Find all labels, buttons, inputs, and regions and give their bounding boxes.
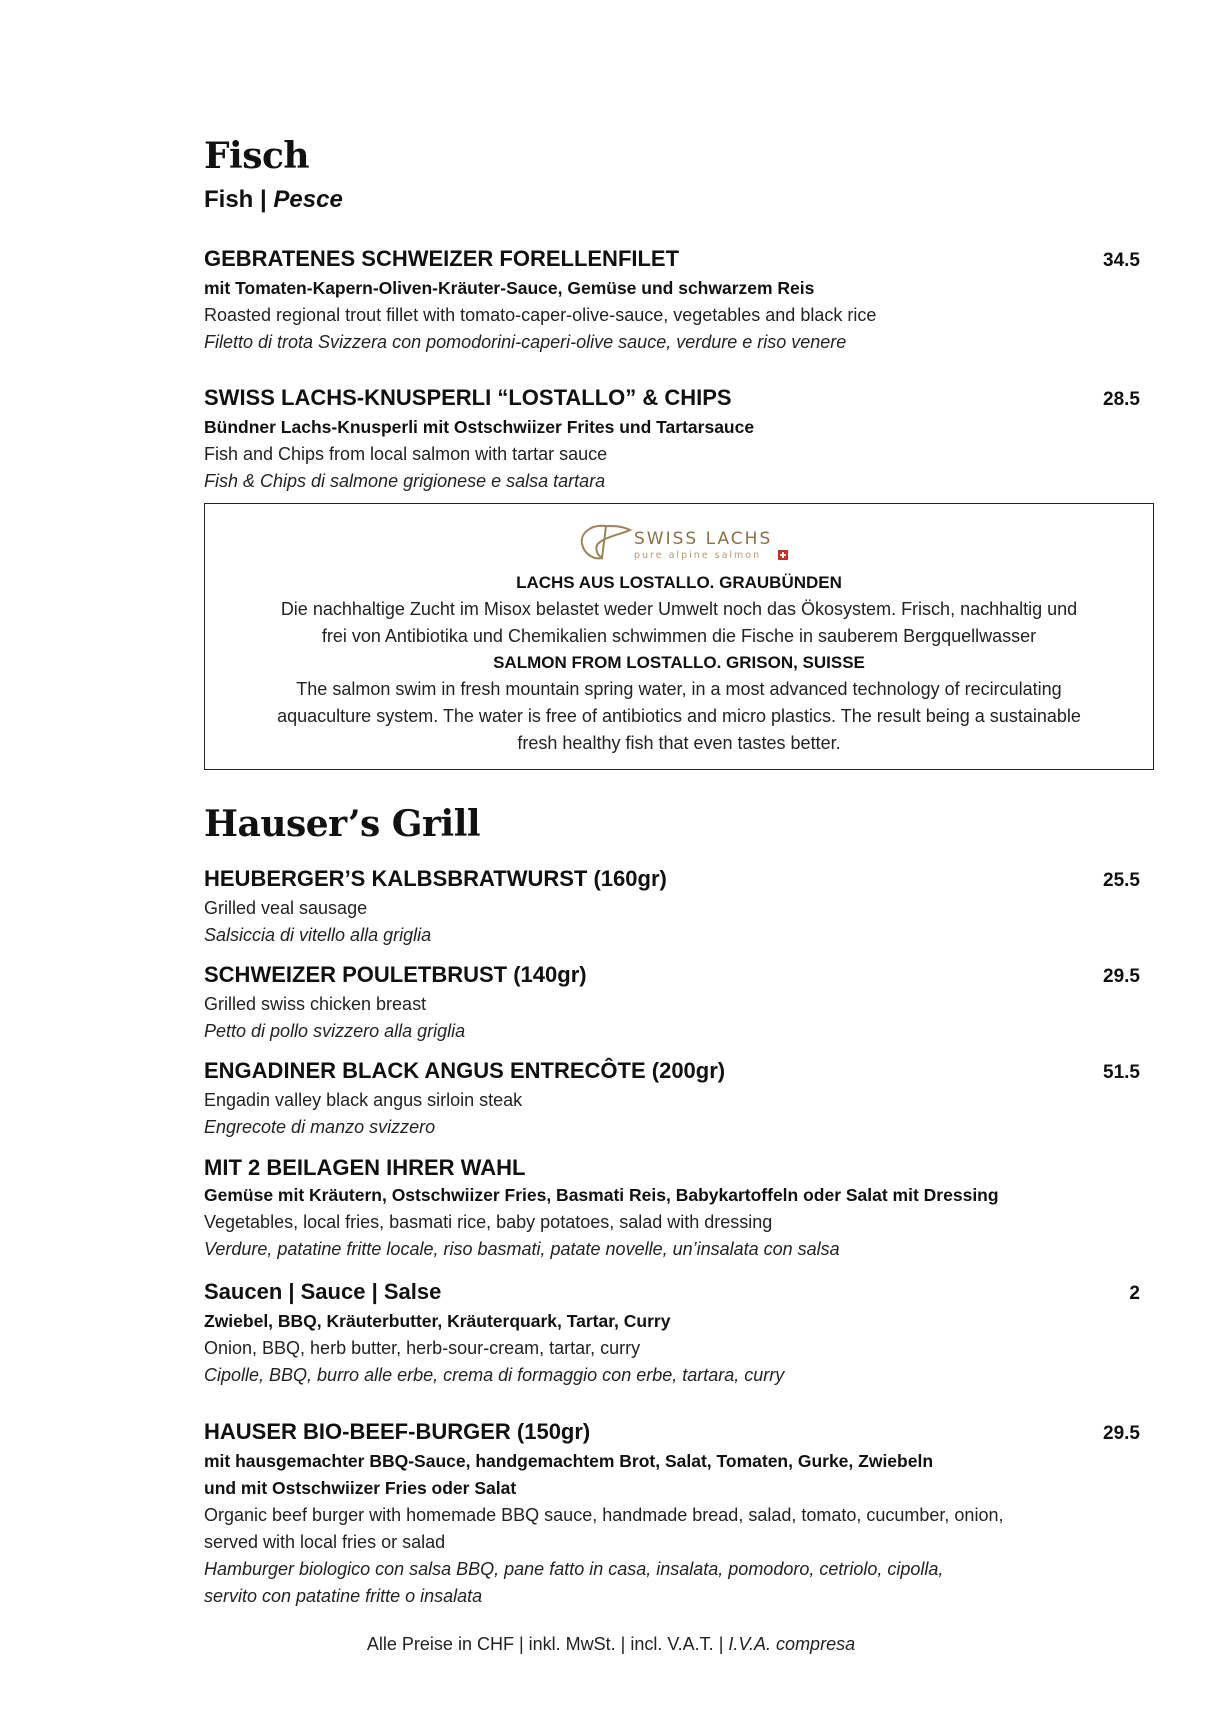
item-name: SWISS LACHS-KNUSPERLI “LOSTALLO” & CHIPS: [204, 385, 732, 410]
item-desc-en: Fish and Chips from local salmon with tartar sauce: [204, 444, 608, 464]
item-price: 29.5: [1103, 1423, 1140, 1444]
item-name: ENGADINER BLACK ANGUS ENTRECÔTE (200gr): [204, 1058, 726, 1083]
item-name: HAUSER BIO-BEEF-BURGER (150gr): [204, 1419, 591, 1444]
info-heading-de: LACHS AUS LOSTALLO. GRAUBÜNDEN: [516, 573, 842, 592]
subtitle-en: Fish: [204, 186, 254, 213]
item-desc-de: Zwiebel, BBQ, Kräuterbutter, Kräuterquark, Tartar, Curry: [204, 1311, 671, 1331]
section-title-fisch: Fisch: [204, 135, 310, 177]
item-desc-en: Grilled veal sausage: [204, 898, 368, 918]
item-desc-en: Vegetables, local fries, basmati rice, baby potatoes, salad with dressing: [204, 1212, 773, 1232]
item-price: 29.5: [1103, 966, 1140, 987]
item-price: 28.5: [1103, 389, 1140, 410]
fisch-section-header: [204, 135, 1140, 214]
info-text-de-1: Die nachhaltige Zucht im Misox belastet weder Umwelt noch das Ökosystem. Frisch, nachhaltig und: [280, 599, 1078, 619]
item-desc-de: Bündner Lachs-Knusperli mit Ostschwiizer Frites und Tartarsauce: [204, 417, 755, 437]
grill-section-header: [204, 803, 1140, 845]
item-desc-it: Petto di pollo svizzero alla griglia: [204, 1021, 466, 1041]
item-price: 25.5: [1103, 870, 1140, 891]
item-desc-en-1: Organic beef burger with homemade BBQ sauce, handmade bread, salad, tomato, cucumber, onion,: [204, 1505, 1004, 1525]
item-name: HEUBERGER’S KALBSBRATWURST (160gr): [204, 866, 667, 891]
item-desc-en: Grilled swiss chicken breast: [204, 994, 427, 1014]
info-heading-en: SALMON FROM LOSTALLO. GRISON, SUISSE: [493, 653, 865, 672]
menu-item-lachs-knusperli: [204, 384, 1140, 495]
item-price: 2: [1129, 1283, 1140, 1304]
section-subtitle-fisch: [204, 186, 1140, 214]
info-text-en-2: aquaculture system. The water is free of antibiotics and micro plastics. The result being a sustainable: [277, 706, 1081, 726]
item-desc-it: Salsiccia di vitello alla griglia: [204, 925, 432, 945]
swiss-lachs-logo: [578, 520, 798, 564]
menu-item-pouletbrust: [204, 961, 1140, 1045]
item-desc-en: Onion, BBQ, herb butter, herb-sour-cream, tartar, curry: [204, 1338, 641, 1358]
item-desc-it: Cipolle, BBQ, burro alle erbe, crema di formaggio con erbe, tartara, curry: [204, 1365, 785, 1385]
item-desc-it: Verdure, patatine fritte locale, riso basmati, patate novelle, un’insalata con salsa: [204, 1239, 840, 1259]
section-title-grill: Hauser’s Grill: [204, 803, 481, 845]
logo-name: SWISS LACHS: [634, 529, 773, 549]
subtitle-it: Pesce: [273, 186, 343, 213]
item-name: Saucen | Sauce | Salse: [204, 1279, 442, 1304]
logo-tagline: pure alpine salmon: [634, 550, 762, 561]
item-desc-de-2: und mit Ostschwiizer Fries oder Salat: [204, 1478, 517, 1498]
item-desc-de-1: mit hausgemachter BBQ-Sauce, handgemachtem Brot, Salat, Tomaten, Gurke, Zwiebeln: [204, 1451, 934, 1471]
menu-item-forellenfilet: [204, 245, 1140, 356]
item-price: 34.5: [1103, 250, 1140, 271]
info-text-en-1: The salmon swim in fresh mountain spring water, in a most advanced technology of recirculating: [296, 679, 1062, 699]
info-text-de-2: frei von Antibiotika und Chemikalien schwimmen die Fische in sauberem Bergquellwasser: [321, 626, 1037, 646]
footer-italic: I.V.A. compresa: [728, 1634, 856, 1654]
footer-text: Alle Preise in CHF | inkl. MwSt. | incl. V.A.T. |: [366, 1634, 729, 1654]
menu-item-burger: [204, 1418, 1140, 1610]
item-desc-de: Gemüse mit Kräutern, Ostschwiizer Fries, Basmati Reis, Babykartoffeln oder Salat mit Dressing: [204, 1185, 999, 1205]
item-name: SCHWEIZER POULETBRUST (140gr): [204, 962, 587, 987]
item-desc-it: Engrecote di manzo svizzero: [204, 1117, 436, 1137]
item-desc-it: Fish & Chips di salmone grigionese e salsa tartara: [204, 471, 606, 491]
info-text-en-3: fresh healthy fish that even tastes better.: [517, 733, 841, 753]
item-desc-en: Roasted regional trout fillet with tomato-caper-olive-sauce, vegetables and black rice: [204, 305, 877, 325]
item-desc-it-1: Hamburger biologico con salsa BBQ, pane fatto in casa, insalata, pomodoro, cetriolo, cipolla,: [204, 1559, 944, 1579]
item-name: GEBRATENES SCHWEIZER FORELLENFILET: [204, 246, 680, 271]
item-name: MIT 2 BEILAGEN IHRER WAHL: [204, 1155, 526, 1180]
menu-item-sauces: [204, 1278, 1140, 1389]
price-footer: [0, 1634, 1222, 1655]
menu-item-entrecote: [204, 1057, 1140, 1141]
fish-logo-icon: [582, 526, 630, 559]
item-desc-it: Filetto di trota Svizzera con pomodorini-caperi-olive sauce, verdure e riso venere: [204, 332, 847, 352]
item-price: 51.5: [1103, 1062, 1140, 1083]
item-desc-en-2: served with local fries or salad: [204, 1532, 446, 1552]
menu-item-sides: [204, 1154, 1140, 1263]
menu-item-kalbsbratwurst: [204, 865, 1140, 949]
item-desc-en: Engadin valley black angus sirloin steak: [204, 1090, 523, 1110]
subtitle-separator: |: [253, 186, 274, 213]
item-desc-it-2: servito con patatine fritte o insalata: [204, 1586, 483, 1606]
item-desc-de: mit Tomaten-Kapern-Oliven-Kräuter-Sauce, Gemüse und schwarzem Reis: [204, 278, 815, 298]
